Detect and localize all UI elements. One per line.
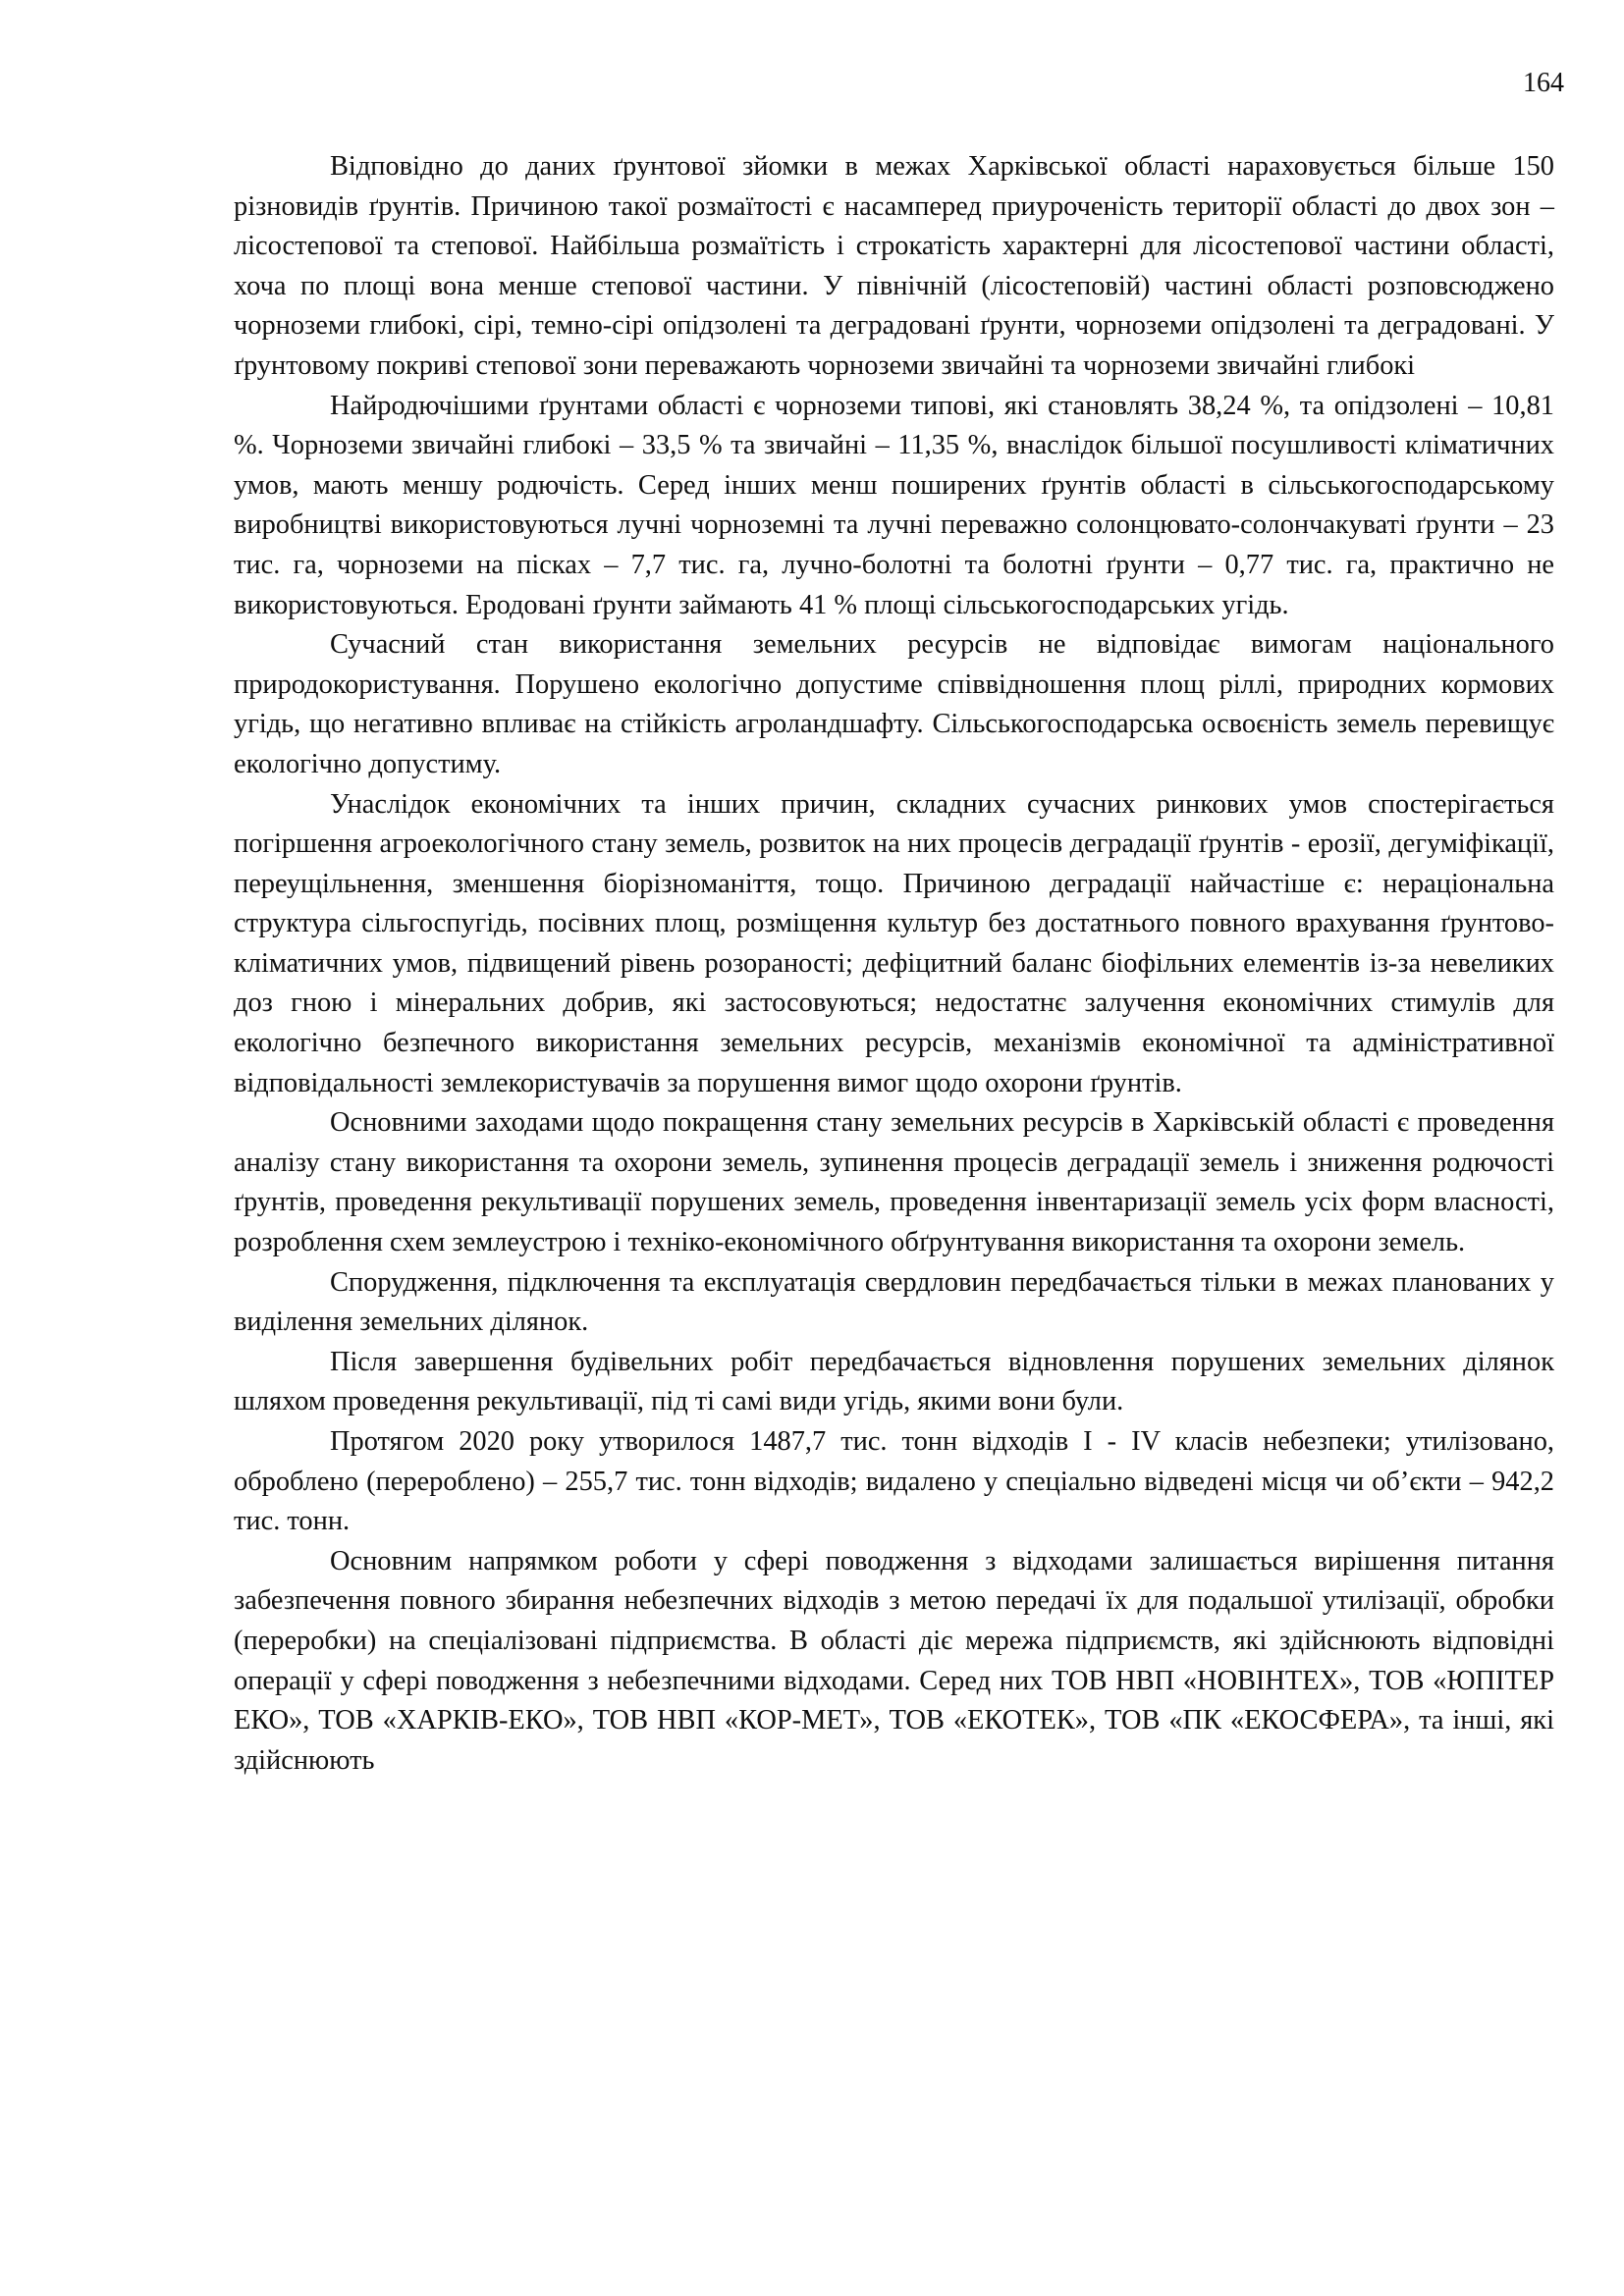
paragraph-waste-management: Основним напрямком роботи у сфері поводження з відходами залишається вирішення питання забезпечення повного збирання небезпечних відходів з метою передачі їх для подальшої утилізації, обробки (переробки) на спеціалізовані підприємства. В області діє мережа підприємств, які здійснюють відповідні операції у сфері поводження з небезпечними відходами. Серед них ТОВ НВП «НОВІНТЕХ», ТОВ «ЮПІТЕР ЕКО», ТОВ «ХАРКІВ-ЕКО», ТОВ НВП «КОР-МЕТ», ТОВ «ЕКОТЕК», ТОВ «ПК «ЕКОСФЕРА», та інші, які здійснюють (234, 1545, 1554, 1776)
document-body (234, 147, 1554, 1781)
paragraph-land-use-state: Сучасний стан використання земельних ресурсів не відповідає вимогам національного природокористування. Порушено екологічно допустиме співвідношення площ ріллі, природних кормових угідь, що негативно впливає на стійкість агроландшафту. Сільськогосподарська освоєність земель перевищує екологічно допустиму. (234, 629, 1554, 779)
paragraph-land-restoration: Після завершення будівельних робіт передбачається відновлення порушених земельних ділянок шляхом проведення рекультивації, під ті самі види угідь, якими вони були. (234, 1346, 1554, 1417)
paragraph-degradation-causes: Унаслідок економічних та інших причин, складних сучасних ринкових умов спостерігається погіршення агроекологічного стану земель, розвиток на них процесів деградації ґрунтів - ерозії, дегуміфікації, переущільнення, зменшення біорізноманіття, тощо. Причиною деградації найчастіше є: нераціональна структура сільгоспугідь, посівних площ, розміщення культур без достатнього повного врахування ґрунтово-кліматичних умов, підвищений рівень розораності; дефіцитний баланс біофільних елементів із-за невеликих доз гною і мінеральних добрив, які застосовуються; недостатнє залучення економічних стимулів для екологічно безпечного використання земельних ресурсів, механізмів економічної та адміністративної відповідальності землекористувачів за порушення вимог щодо охорони ґрунтів. (234, 788, 1554, 1098)
paragraph-waste-2020: Протягом 2020 року утворилося 1487,7 тис. тонн відходів І - IV класів небезпеки; утилізовано, оброблено (перероблено) – 255,7 тис. тонн відходів; видалено у спеціально відведені місця чи об’єкти – 942,2 тис. тонн. (234, 1426, 1554, 1537)
paragraph-wells-construction: Спорудження, підключення та експлуатація свердловин передбачається тільки в межах планованих у виділення земельних ділянок. (234, 1266, 1554, 1338)
paragraph-soil-survey: Відповідно до даних ґрунтової зйомки в межах Харківської області нараховується більше 150 різновидів ґрунтів. Причиною такої розмаїтості є насамперед приуроченість території області до двох зон – лісостепової та степової. Найбільша розмаїтість і строкатість характерні для лісостепової частини області, хоча по площі вона менше степової частини. У північній (лісостеповій) частині області розповсюджено чорноземи глибокі, сірі, темно-сірі опідзолені та деградовані ґрунти, чорноземи опідзолені та деградовані. У ґрунтовому покриві степової зони переважають чорноземи звичайні та чорноземи звичайні глибокі (234, 151, 1554, 381)
paragraph-fertile-soils: Найродючішими ґрунтами області є чорноземи типові, які становлять 38,24 %, та опідзолені – 10,81 %. Чорноземи звичайні глибокі – 33,5 % та звичайні – 11,35 %, внаслідок більшої посушливості кліматичних умов, мають меншу родючість. Серед інших менш поширених ґрунтів області в сільськогосподарському виробництві використовуються лучні чорноземні та лучні переважно солонцювато-солончакуваті ґрунти – 23 тис. га, чорноземи на пісках – 7,7 тис. га, лучно-болотні та болотні ґрунти – 0,77 тис. га, практично не використовуються. Еродовані ґрунти займають 41 % площі сільськогосподарських угідь. (234, 390, 1554, 620)
paragraph-improvement-measures: Основними заходами щодо покращення стану земельних ресурсів в Харківській області є проведення аналізу стану використання та охорони земель, зупинення процесів деградації земель і зниження родючості ґрунтів, проведення рекультивації порушених земель, проведення інвентаризації земель усіх форм власності, розроблення схем землеустрою і техніко-економічного обґрунтування використання та охорони земель. (234, 1107, 1554, 1258)
page-number: 164 (1523, 68, 1564, 98)
